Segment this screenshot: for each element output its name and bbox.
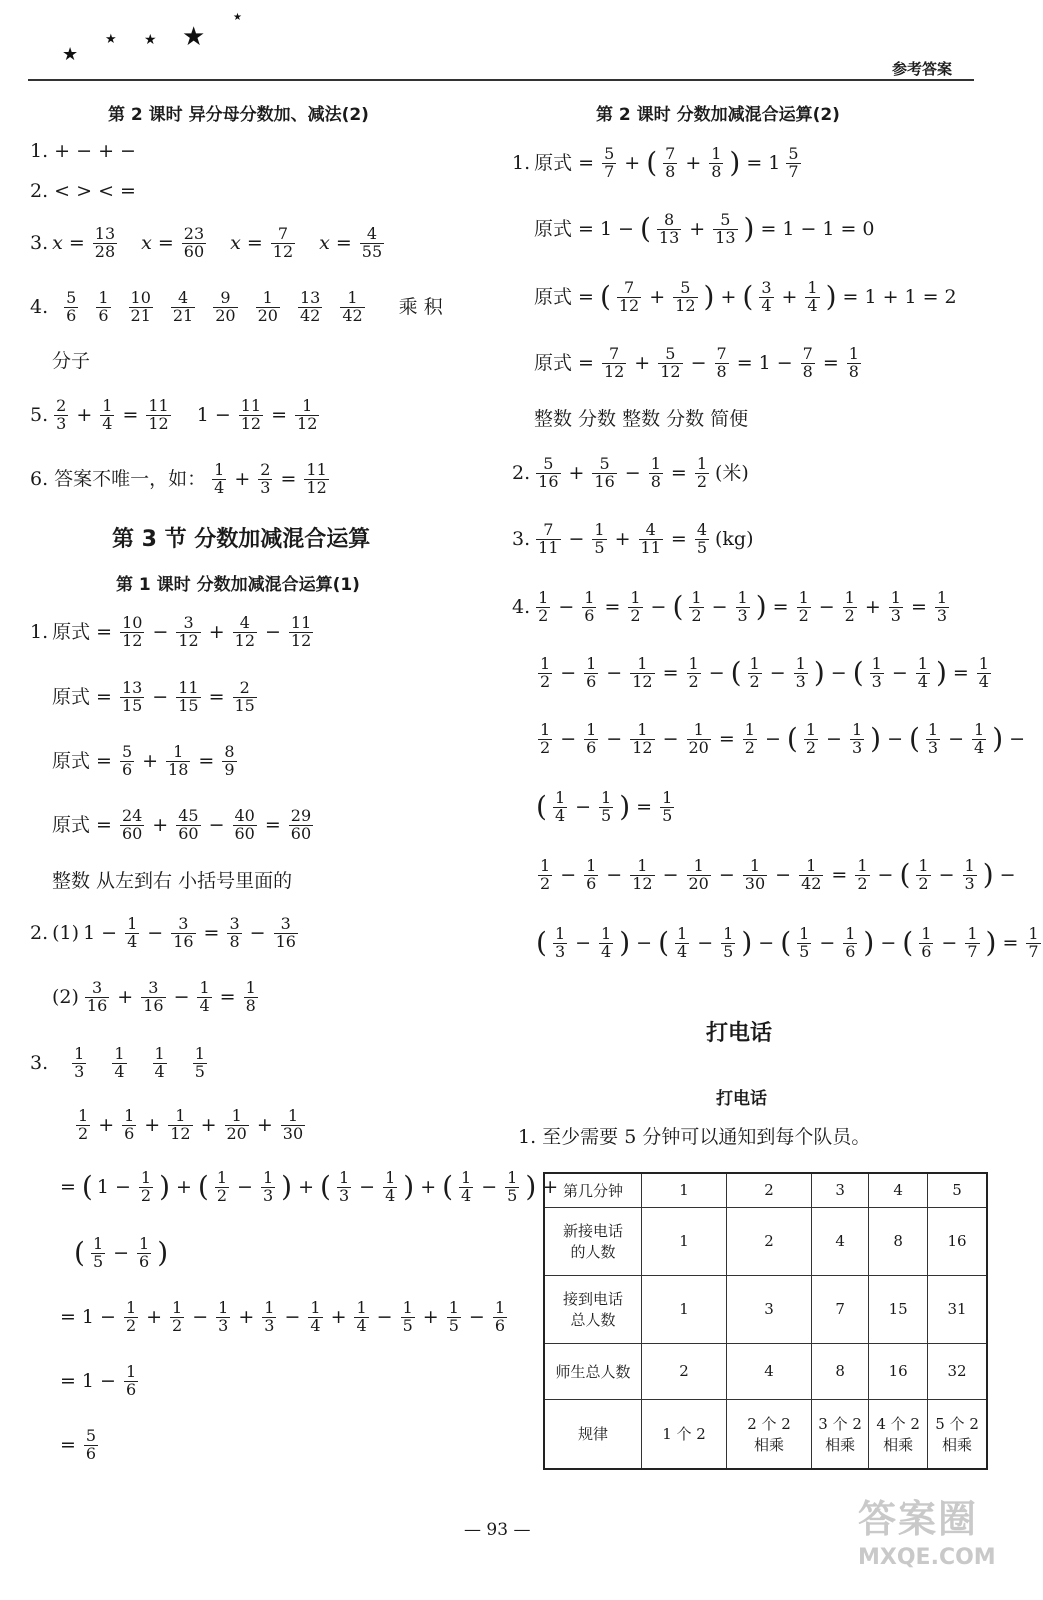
table-cell: 8 xyxy=(869,1207,928,1275)
left-q2: 2. < > < = xyxy=(30,180,136,202)
left-b-q3-step3: = 1 − $\frac{1}{6}$ xyxy=(60,1362,137,1399)
var-x: x xyxy=(319,231,330,254)
table-cell: 15 xyxy=(869,1275,928,1343)
table-cell: 4 xyxy=(869,1173,928,1207)
right-q1-line1: 1. 原式 = $\frac{5}{7}$ + ( 7 8 + $\frac{1}{8}$ ) = 1 $\frac{5}{7}$ xyxy=(512,144,799,181)
left-b-q3-sum: 1 2 + $\frac{1}{6}$ + $\frac{1}{12}$ + $\frac{1}{20}$ + $\frac{1}{30}$ xyxy=(78,1106,304,1143)
star-icon: ★ xyxy=(105,32,117,47)
fraction: 5 6 xyxy=(66,288,77,325)
header-divider xyxy=(28,79,974,81)
var-x: x xyxy=(52,231,63,254)
q-label: 2. xyxy=(30,921,49,944)
header-title: 参考答案 xyxy=(891,60,952,78)
table-cell: 师生总人数 xyxy=(544,1343,642,1399)
table-row xyxy=(544,1173,987,1207)
q-label: 5. xyxy=(30,403,49,426)
left-q4-cont: 分子 xyxy=(52,350,91,372)
left-q1: 1. + − + − xyxy=(30,140,136,162)
fraction: 13 42 xyxy=(299,288,321,325)
fraction: 1 42 xyxy=(342,288,363,325)
q-label: 1. xyxy=(512,151,531,174)
fraction: 1 6 xyxy=(98,288,109,325)
table-cell: 1 xyxy=(642,1207,727,1275)
left-q6: 6. 答案不唯一，如： 1 4 + $\frac{2}{3}$ = $\frac{11}{12}$ xyxy=(30,460,327,497)
fraction: 9 20 xyxy=(215,288,236,325)
fraction: 4 21 xyxy=(172,288,194,325)
table-cell: 16 xyxy=(928,1207,987,1275)
left-b-q1-line1: 1. 原式 = $\frac{10}{12}$ − $\frac{3}{12}$ + $\frac{4}{12}$ − $\frac{11}{12}$ xyxy=(30,613,312,650)
q4-words: 乘 积 xyxy=(398,295,443,318)
left-b-q2-2: (2) 3 16 + $\frac{3}{16}$ − $\frac{1}{4}$ = $\frac{1}{8}$ xyxy=(52,978,256,1015)
left-q4 xyxy=(30,290,443,325)
right-words: 整数 分数 整数 分数 简便 xyxy=(534,408,749,430)
table-cell: 2 xyxy=(727,1207,812,1275)
q-label: 4. xyxy=(512,595,531,618)
right-q1-line3: 原式 = ( 7 12 + $\frac{5}{12}$ ) + ( 3 4 + $\frac{1}{4}$ ) = 1 + 1 = 2 xyxy=(534,278,957,315)
star-icon: ★ xyxy=(233,12,242,23)
table-cell: 3 xyxy=(727,1275,812,1343)
left-b-q1-line2: 原式 = $\frac{13}{15}$ − $\frac{11}{15}$ = $\frac{2}{15}$ xyxy=(52,678,255,715)
left-q5: 5. 2 3 + $\frac{1}{4}$ = $\frac{11}{12}$ 1 − $\frac{11}{12}$ = $\frac{1}{12}$ xyxy=(30,396,318,433)
q-label: 3. xyxy=(30,231,49,254)
fraction: $\frac{23}{60}$ xyxy=(183,224,205,261)
q-label: 1. xyxy=(30,620,49,643)
left-lesson-title: 第 2 课时 异分母分数加、减法(2) xyxy=(108,105,369,125)
table-cell: 2 xyxy=(727,1173,812,1207)
right-q1-line4: 原式 = $\frac{7}{12}$ + $\frac{5}{12}$ − $\frac{7}{8}$ = 1 − $\frac{7}{8}$ = $\frac{1}{8}$ xyxy=(534,344,859,381)
fraction: 1 20 xyxy=(257,288,278,325)
q-label: 3. xyxy=(512,527,531,550)
table-cell: 第几分钟 xyxy=(544,1173,642,1207)
table-cell: 16 xyxy=(869,1343,928,1399)
table-cell: 4 xyxy=(812,1207,869,1275)
table-cell: 1 xyxy=(642,1275,727,1343)
q-label: 4. xyxy=(30,295,49,318)
unit-title: 打电话 xyxy=(706,1021,773,1046)
right-q4-line2: 1 2 − $\frac{1}{6}$ − $\frac{1}{12}$ = $\frac{1}{2}$ − ( 1 2 − $\frac{1}{3}$ ) − ( 1 3 − $\frac{1}{4}$ ) = $\frac{1}{4}$ xyxy=(540,654,989,691)
right-q1-line2: 原式 = 1 − ( 8 13 + $\frac{5}{13}$ ) = 1 − 1 = 0 xyxy=(534,210,875,247)
table-cell: 新接电话的人数 xyxy=(544,1207,642,1275)
phone-table xyxy=(543,1172,988,1470)
fraction: $\frac{4}{55}$ xyxy=(361,224,383,261)
left-b-q1-line3: 原式 = $\frac{5}{6}$ + $\frac{1}{18}$ = $\frac{8}{9}$ xyxy=(52,742,235,779)
left-b-q3: 3. 1 3 1 4 1 4 1 5 xyxy=(30,1044,205,1081)
left-lesson-title-2: 第 1 课时 分数加减混合运算(1) xyxy=(116,575,360,595)
right-q4-line3b: ( 1 4 − $\frac{1}{5}$ ) = $\frac{1}{5}$ xyxy=(536,788,673,825)
star-icon: ★ xyxy=(182,22,206,52)
table-cell: 5 个 2 相乘 xyxy=(928,1399,987,1469)
var-x: x xyxy=(141,231,152,254)
table-cell: 8 xyxy=(812,1343,869,1399)
left-b-q3-step1b: ( 1 5 − $\frac{1}{6}$ ) xyxy=(74,1234,169,1271)
left-b-q3-step1: = ( 1 − $\frac{1}{2}$ ) + ( 1 2 − $\frac{1}{3}$ ) + ( 1 3 − $\frac{1}{4}$ ) + ( 1 4 − $\frac{1}{5}$ ) + xyxy=(60,1168,559,1205)
table-cell: 1 xyxy=(642,1173,727,1207)
q-label: 2. xyxy=(512,461,531,484)
table-cell: 32 xyxy=(928,1343,987,1399)
left-b-q1-line4: 原式 = $\frac{24}{60}$ + $\frac{45}{60}$ − $\frac{40}{60}$ = $\frac{29}{60}$ xyxy=(52,806,312,843)
watermark-logo: 答案圈 MXQE.COM xyxy=(858,1497,996,1570)
table-cell: 4 xyxy=(727,1343,812,1399)
unit-subtitle: 打电话 xyxy=(716,1089,767,1109)
left-q3: 3. x = $\frac{13}{28}$ x = $\frac{23}{60}$ x = $\frac{7}{12}$ x = $\frac{4}{55}$ xyxy=(30,224,383,261)
star-icon: ★ xyxy=(144,32,157,48)
right-q4-line4b: ( 1 3 − $\frac{1}{4}$ ) − ( 1 4 − $\frac{1}{5}$ ) − ( 1 5 − $\frac{1}{6}$ ) − ( 1 6 − $\frac{1}{7}$ ) = $\frac{1}{7}$ xyxy=(536,924,1039,961)
fraction: 10 21 xyxy=(130,288,151,325)
page-number: — 93 — xyxy=(464,1520,531,1540)
table-row xyxy=(544,1207,987,1275)
q6-text: 6. 答案不唯一，如： xyxy=(30,467,207,490)
table-cell: 接到电话总人数 xyxy=(544,1275,642,1343)
table-row xyxy=(544,1399,987,1469)
table-cell: 2 个 2 相乘 xyxy=(727,1399,812,1469)
table-cell: 1 个 2 xyxy=(642,1399,727,1469)
table-cell: 3 xyxy=(812,1173,869,1207)
left-b-q2-1: 2. (1) 1 − $\frac{1}{4}$ − $\frac{3}{16}$ = $\frac{3}{8}$ − $\frac{3}{16}$ xyxy=(30,914,296,951)
q-label: 3. xyxy=(30,1051,49,1074)
right-q4-line1: 4. 1 2 − $\frac{1}{6}$ = $\frac{1}{2}$ − ( 1 2 − $\frac{1}{3}$ ) = $\frac{1}{2}$ − $\frac{1}{2}$ + $\frac{1}{3}$ = $\frac{1}{3}$ xyxy=(512,588,948,625)
table-cell: 3 个 2 相乘 xyxy=(812,1399,869,1469)
left-b-words: 整数 从左到右 小括号里面的 xyxy=(52,870,293,892)
right-phone-q1: 1. 至少需要 5 分钟可以通知到每个队员。 xyxy=(518,1126,871,1148)
table-cell: 7 xyxy=(812,1275,869,1343)
fraction: $\frac{7}{12}$ xyxy=(272,224,294,261)
table-cell: 规律 xyxy=(544,1399,642,1469)
var-x: x xyxy=(230,231,241,254)
right-q2: 2. 5 16 + $\frac{5}{16}$ − $\frac{1}{8}$ = $\frac{1}{2}$ (米) xyxy=(512,454,749,491)
table-row xyxy=(544,1275,987,1343)
right-lesson-title: 第 2 课时 分数加减混合运算(2) xyxy=(596,105,840,125)
table-cell: 2 xyxy=(642,1343,727,1399)
fraction: $\frac{13}{28}$ xyxy=(94,224,116,261)
section-title: 第 3 节 分数加减混合运算 xyxy=(112,527,371,552)
right-q4-line4: 1 2 − $\frac{1}{6}$ − $\frac{1}{12}$ − $\frac{1}{20}$ − $\frac{1}{30}$ − $\frac{1}{42}$ = $\frac{1}{2}$ − ( 1 2 − $\frac{1}{3}$ ) − xyxy=(540,856,1016,893)
star-icon: ★ xyxy=(62,44,79,65)
left-b-q3-step2: = 1 − $\frac{1}{2}$ + $\frac{1}{2}$ − $\frac{1}{3}$ + $\frac{1}{3}$ − $\frac{1}{4}$ + $\frac{1}{4}$ − $\frac{1}{5}$ + $\frac{1}{5}$ − $\frac{1}{6}$ xyxy=(60,1298,505,1335)
right-q4-line3: 1 2 − $\frac{1}{6}$ − $\frac{1}{12}$ − $\frac{1}{20}$ = $\frac{1}{2}$ − ( 1 2 − $\frac{1}{3}$ ) − ( 1 3 − $\frac{1}{4}$ ) − xyxy=(540,720,1026,757)
left-b-q3-step4: = $\frac{5}{6}$ xyxy=(60,1426,97,1463)
right-q3: 3. 7 11 − $\frac{1}{5}$ + $\frac{4}{11}$ = $\frac{4}{5}$ (kg) xyxy=(512,520,754,557)
table-cell: 31 xyxy=(928,1275,987,1343)
table-cell: 5 xyxy=(928,1173,987,1207)
table-row xyxy=(544,1343,987,1399)
table-cell: 4 个 2 相乘 xyxy=(869,1399,928,1469)
